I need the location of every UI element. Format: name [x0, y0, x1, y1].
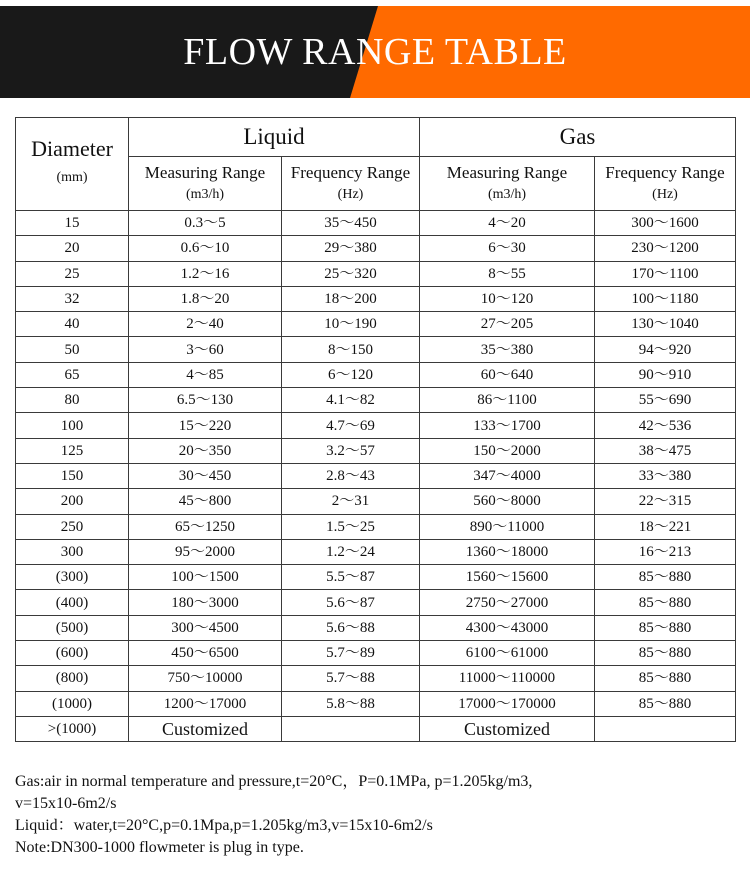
cell-liquid-frequency: 5.5～87 [282, 565, 420, 590]
cell-gas-measuring: Customized [420, 716, 595, 741]
cell-diameter: 25 [16, 261, 129, 286]
table-row [16, 261, 736, 286]
cell-liquid-measuring: 0.6～10 [129, 236, 282, 261]
note-liquid: Liquid：water,t=20°C,p=0.1Mpa,p=1.205kg/m3,v=15x10-6m2/s [15, 817, 433, 834]
table-row [16, 312, 736, 337]
cell-diameter: (500) [16, 615, 129, 640]
cell-liquid-measuring: 0.3～5 [129, 211, 282, 236]
cell-diameter: 80 [16, 388, 129, 413]
cell-diameter: 300 [16, 539, 129, 564]
cell-gas-measuring: 6100～61000 [420, 641, 595, 666]
note-gas-line-1: Gas:air in normal temperature and pressure,t=20°C，P=0.1MPa, p=1.205kg/m3, [15, 773, 533, 790]
gas-frequency-unit: (Hz) [652, 186, 678, 202]
cell-liquid-measuring: 65～1250 [129, 514, 282, 539]
cell-diameter: 150 [16, 463, 129, 488]
cell-diameter: 15 [16, 211, 129, 236]
cell-gas-frequency: 300～1600 [595, 211, 736, 236]
cell-liquid-frequency: 4.7～69 [282, 413, 420, 438]
table-row [16, 666, 736, 691]
table-row [16, 514, 736, 539]
cell-gas-measuring: 4～20 [420, 211, 595, 236]
cell-liquid-frequency: 5.6～88 [282, 615, 420, 640]
cell-gas-frequency: 230～1200 [595, 236, 736, 261]
cell-liquid-frequency: 1.2～24 [282, 539, 420, 564]
table-row [16, 337, 736, 362]
liquid-frequency-header [282, 157, 420, 211]
cell-liquid-frequency: 25～320 [282, 261, 420, 286]
table-row [16, 691, 736, 716]
cell-gas-measuring: 4300～43000 [420, 615, 595, 640]
cell-gas-frequency: 16～213 [595, 539, 736, 564]
gas-group-header: Gas [420, 118, 736, 157]
cell-liquid-frequency: 2.8～43 [282, 463, 420, 488]
cell-liquid-frequency: 5.8～88 [282, 691, 420, 716]
cell-gas-measuring: 347～4000 [420, 463, 595, 488]
cell-gas-measuring: 6～30 [420, 236, 595, 261]
gas-frequency-label: Frequency Range [605, 162, 725, 182]
table-row-last [16, 716, 736, 741]
cell-liquid-measuring: 750～10000 [129, 666, 282, 691]
cell-liquid-measuring: 100～1500 [129, 565, 282, 590]
cell-diameter: (800) [16, 666, 129, 691]
cell-gas-measuring: 1560～15600 [420, 565, 595, 590]
diameter-header [16, 118, 129, 211]
cell-liquid-measuring: Customized [129, 716, 282, 741]
cell-liquid-measuring: 2～40 [129, 312, 282, 337]
cell-liquid-frequency: 29～380 [282, 236, 420, 261]
flow-range-table [15, 117, 736, 742]
cell-gas-frequency: 33～380 [595, 463, 736, 488]
cell-liquid-frequency: 3.2～57 [282, 438, 420, 463]
table-row [16, 590, 736, 615]
cell-liquid-measuring: 95～2000 [129, 539, 282, 564]
cell-gas-frequency: 85～880 [595, 666, 736, 691]
cell-liquid-measuring: 1.8～20 [129, 286, 282, 311]
table-row [16, 286, 736, 311]
cell-liquid-measuring: 30～450 [129, 463, 282, 488]
gas-measuring-unit: (m3/h) [487, 186, 527, 202]
note-plug-in: Note:DN300-1000 flowmeter is plug in type. [15, 839, 304, 856]
gas-measuring-label: Measuring Range [446, 162, 568, 182]
cell-gas-frequency: 94～920 [595, 337, 736, 362]
liquid-measuring-label: Measuring Range [144, 162, 266, 182]
diameter-header-label: Diameter [31, 136, 113, 161]
table-row [16, 236, 736, 261]
cell-diameter: (300) [16, 565, 129, 590]
title-banner [0, 6, 750, 98]
cell-gas-frequency: 100～1180 [595, 286, 736, 311]
table-row [16, 388, 736, 413]
note-gas-line-2: v=15x10-6m2/s [15, 795, 117, 812]
liquid-group-header: Liquid [129, 118, 420, 157]
cell-liquid-frequency: 5.7～88 [282, 666, 420, 691]
cell-diameter: 125 [16, 438, 129, 463]
cell-gas-frequency: 38～475 [595, 438, 736, 463]
cell-gas-measuring: 17000～170000 [420, 691, 595, 716]
cell-liquid-frequency: 35～450 [282, 211, 420, 236]
page-title: FLOW RANGE TABLE [183, 31, 567, 73]
cell-liquid-measuring: 300～4500 [129, 615, 282, 640]
cell-diameter: 20 [16, 236, 129, 261]
liquid-frequency-label: Frequency Range [290, 162, 411, 182]
diameter-unit: (mm) [56, 170, 88, 185]
cell-diameter: 250 [16, 514, 129, 539]
cell-gas-measuring: 150～2000 [420, 438, 595, 463]
footnotes [15, 771, 735, 859]
cell-liquid-measuring: 180～3000 [129, 590, 282, 615]
cell-gas-measuring: 8～55 [420, 261, 595, 286]
cell-liquid-frequency: 4.1～82 [282, 388, 420, 413]
table-row [16, 438, 736, 463]
cell-liquid-frequency: 10～190 [282, 312, 420, 337]
cell-diameter: 200 [16, 489, 129, 514]
cell-liquid-measuring: 3～60 [129, 337, 282, 362]
cell-diameter: (600) [16, 641, 129, 666]
cell-gas-measuring: 86～1100 [420, 388, 595, 413]
cell-gas-frequency: 55～690 [595, 388, 736, 413]
cell-liquid-measuring: 4～85 [129, 362, 282, 387]
table-row [16, 489, 736, 514]
cell-gas-measuring: 890～11000 [420, 514, 595, 539]
cell-gas-measuring: 2750～27000 [420, 590, 595, 615]
cell-gas-measuring: 27～205 [420, 312, 595, 337]
table-row [16, 615, 736, 640]
cell-liquid-frequency: 6～120 [282, 362, 420, 387]
cell-gas-frequency [595, 716, 736, 741]
table-row [16, 211, 736, 236]
liquid-frequency-unit: (Hz) [337, 186, 364, 202]
gas-frequency-header [595, 157, 736, 211]
cell-gas-frequency: 42～536 [595, 413, 736, 438]
table-row [16, 539, 736, 564]
cell-diameter: 50 [16, 337, 129, 362]
cell-liquid-frequency: 18～200 [282, 286, 420, 311]
cell-diameter: 100 [16, 413, 129, 438]
cell-liquid-frequency: 1.5～25 [282, 514, 420, 539]
gas-measuring-header [420, 157, 595, 211]
cell-gas-frequency: 90～910 [595, 362, 736, 387]
cell-gas-frequency: 85～880 [595, 565, 736, 590]
cell-gas-measuring: 10～120 [420, 286, 595, 311]
cell-liquid-measuring: 450～6500 [129, 641, 282, 666]
cell-diameter: (1000) [16, 691, 129, 716]
cell-gas-measuring: 133～1700 [420, 413, 595, 438]
cell-diameter: (400) [16, 590, 129, 615]
cell-liquid-measuring: 1200～17000 [129, 691, 282, 716]
table-row [16, 641, 736, 666]
table-row [16, 565, 736, 590]
cell-gas-measuring: 35～380 [420, 337, 595, 362]
cell-gas-frequency: 85～880 [595, 691, 736, 716]
cell-liquid-frequency: 2～31 [282, 489, 420, 514]
cell-gas-frequency: 130～1040 [595, 312, 736, 337]
cell-diameter: 65 [16, 362, 129, 387]
cell-liquid-frequency: 5.7～89 [282, 641, 420, 666]
cell-diameter: 32 [16, 286, 129, 311]
cell-gas-frequency: 85～880 [595, 641, 736, 666]
cell-liquid-measuring: 15～220 [129, 413, 282, 438]
cell-diameter: 40 [16, 312, 129, 337]
liquid-measuring-unit: (m3/h) [185, 186, 225, 202]
cell-liquid-frequency: 5.6～87 [282, 590, 420, 615]
cell-liquid-frequency: 8～150 [282, 337, 420, 362]
cell-gas-measuring: 60～640 [420, 362, 595, 387]
table-row [16, 463, 736, 488]
table-body [16, 211, 736, 742]
cell-gas-frequency: 170～1100 [595, 261, 736, 286]
cell-diameter: >(1000) [16, 716, 129, 741]
table-group-header-row [16, 118, 736, 157]
cell-gas-frequency: 18～221 [595, 514, 736, 539]
cell-liquid-measuring: 20～350 [129, 438, 282, 463]
table-row [16, 413, 736, 438]
cell-liquid-measuring: 6.5～130 [129, 388, 282, 413]
cell-gas-frequency: 22～315 [595, 489, 736, 514]
cell-liquid-measuring: 45～800 [129, 489, 282, 514]
liquid-measuring-header [129, 157, 282, 211]
cell-liquid-measuring: 1.2～16 [129, 261, 282, 286]
table-row [16, 362, 736, 387]
cell-gas-frequency: 85～880 [595, 590, 736, 615]
cell-gas-measuring: 560～8000 [420, 489, 595, 514]
cell-liquid-frequency [282, 716, 420, 741]
cell-gas-measuring: 1360～18000 [420, 539, 595, 564]
cell-gas-measuring: 11000～110000 [420, 666, 595, 691]
cell-gas-frequency: 85～880 [595, 615, 736, 640]
